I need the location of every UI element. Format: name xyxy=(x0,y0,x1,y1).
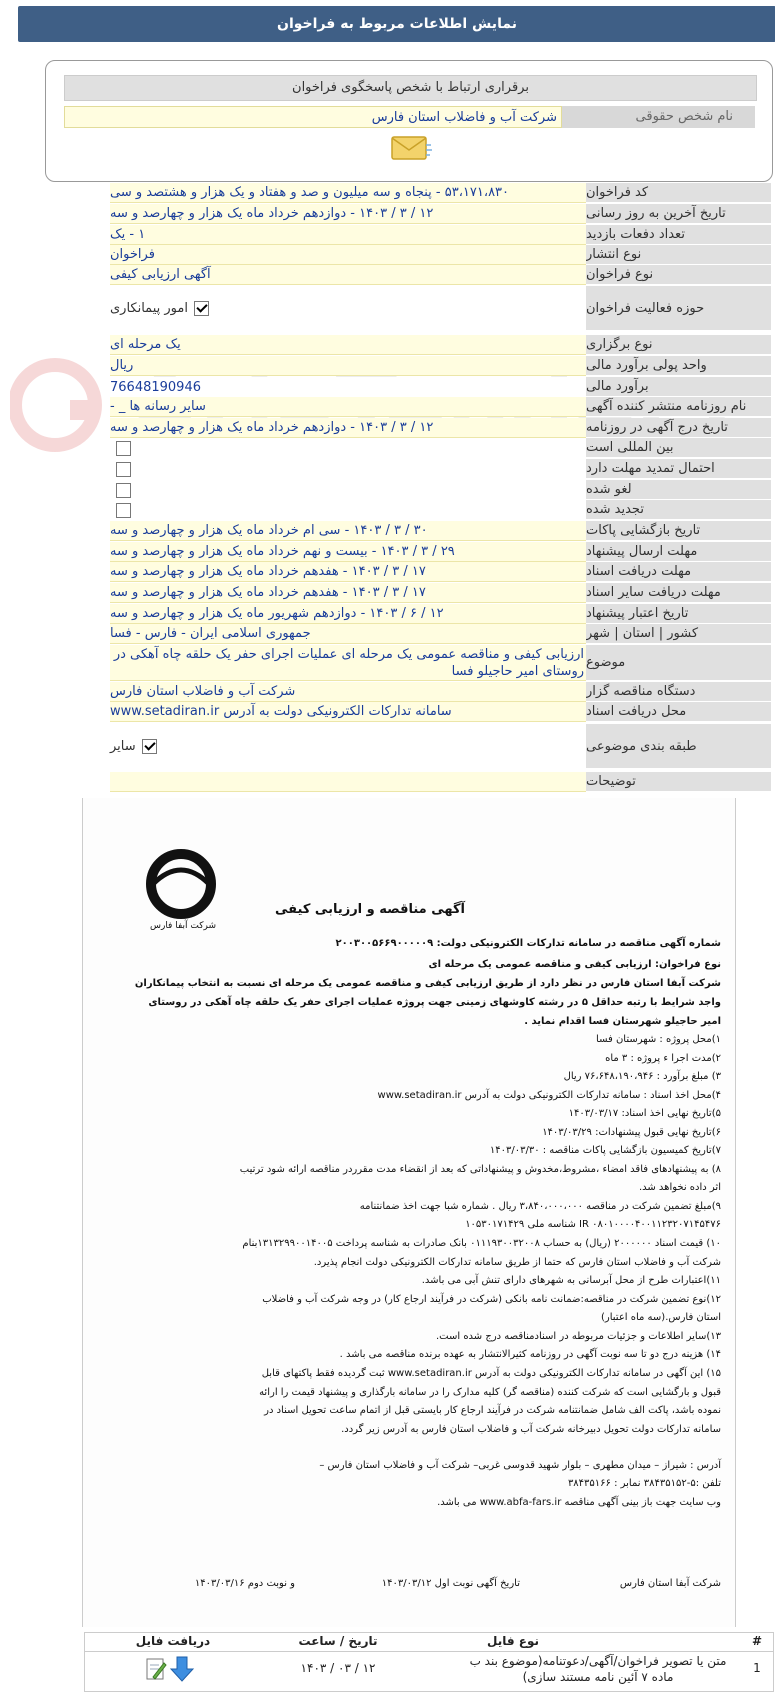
envelope-icon[interactable] xyxy=(388,133,432,165)
extension-checkbox[interactable] xyxy=(116,462,131,477)
value-international xyxy=(110,438,586,458)
cancelled-checkbox[interactable] xyxy=(116,483,131,498)
value-docs-deadline: ۱۷ / ۳ / ۱۴۰۳ - هفدهم خرداد ماه یک هزار و چهارصد و سه xyxy=(110,562,586,582)
row-subject xyxy=(110,645,771,681)
doc-line: شماره آگهی مناقصه در سامانه تدارکات الکترونیکی دولت: ۲۰۰۳۰۰۵۶۶۹۰۰۰۰۰۹ xyxy=(335,938,721,949)
label-opening-date: تاریخ بازگشایی پاکات xyxy=(586,521,771,541)
abfa-logo-icon xyxy=(133,836,233,932)
value-category xyxy=(110,724,586,769)
row-estimate xyxy=(110,377,771,397)
file-type: متن یا تصویر فراخوان/آگهی/دعوتنامه(موضوع بند ب ماده ۷ آئین نامه مستند سازی) xyxy=(469,1654,727,1684)
files-header-num: # xyxy=(751,1634,763,1648)
doc-line: ۳) مبلغ برآورد : ۷۶،۶۴۸،۱۹۰،۹۴۶ ریال xyxy=(563,1071,721,1082)
row-newspaper-date xyxy=(110,418,771,438)
announcement-image xyxy=(82,798,736,1627)
person-label xyxy=(562,106,755,128)
label-international: بین المللی است xyxy=(586,438,771,458)
doc-line: شرکت آب و فاضلاب استان فارس که حتما از طریق سامانه تدارکات الکترونیکی دولت انجام پذیرد. xyxy=(313,1257,721,1268)
row-extension xyxy=(110,459,771,479)
label-docs-place: محل دریافت اسناد xyxy=(586,702,771,722)
row-visits xyxy=(110,225,771,245)
doc-line: ۵)تاریخ نهایی اخذ اسناد: ۱۴۰۳/۰۳/۱۷ xyxy=(568,1108,721,1119)
contact-header[interactable]: برقراری ارتباط با شخص پاسخگوی فراخوان xyxy=(64,75,757,101)
value-newspaper: سایر رسانه ها _ - xyxy=(110,397,586,417)
doc-line: ۸) به پیشنهادهای فاقد امضاء ،مشروط،مخدوش و پیشنهاداتی که بعد از انقضاء مدت مقرردر مناقصه ارائه شود ترتیب xyxy=(239,1164,721,1175)
doc-line: IR ۰۸۰۱۰۰۰۰۴۰۰۱۱۲۳۲۰۷۱۴۵۴۷۶ شناسه ملی ۱۰۵۳۰۱۷۱۴۲۹ xyxy=(465,1219,721,1230)
row-category xyxy=(110,724,771,769)
doc-line: امیر حاجیلو شهرستان فسا اقدام نماید . xyxy=(524,1016,721,1027)
label-location: کشور | استان | شهر xyxy=(586,624,771,644)
row-holding-type xyxy=(110,335,771,355)
row-publish-type xyxy=(110,245,771,265)
row-cancelled xyxy=(110,480,771,500)
doc-footer-date1: تاریخ آگهی نوبت اول ۱۴۰۳/۰۳/۱۲ xyxy=(381,1578,520,1589)
label-organizer: دستگاه مناقصه گزار xyxy=(586,682,771,702)
doc-line: نموده باشد، پاکت الف شامل ضمانتنامه شرکت در فرآیند ارجاع کار بایستی قبل از اتمام ساعت تحویل اسناد در xyxy=(264,1405,721,1416)
row-currency xyxy=(110,356,771,376)
label-currency: واحد پولی برآورد مالی xyxy=(586,356,771,376)
value-activity xyxy=(110,286,586,331)
row-code xyxy=(110,183,771,203)
doc-line: ۱)محل پروژه : شهرستان فسا xyxy=(596,1034,721,1045)
renewed-checkbox[interactable] xyxy=(116,503,131,518)
row-submit-deadline xyxy=(110,542,771,562)
file-date: ۱۲ / ۰۳ / ۱۴۰۳ xyxy=(300,1661,376,1675)
value-newspaper-date: ۱۲ / ۳ / ۱۴۰۳ - دوازدهم خرداد ماه یک هزار و چهارصد و سه xyxy=(110,418,586,438)
doc-line: نوع فراخوان: ارزیابی کیفی و مناقصه عمومی یک مرحله ای xyxy=(428,959,721,970)
activity-checkbox[interactable] xyxy=(194,301,209,316)
value-other-docs-deadline: ۱۷ / ۳ / ۱۴۰۳ - هفدهم خرداد ماه یک هزار و چهارصد و سه xyxy=(110,583,586,603)
value-description xyxy=(110,772,586,792)
label-other-docs-deadline: مهلت دریافت سایر اسناد xyxy=(586,583,771,603)
doc-line: ۱۳)سایر اطلاعات و جزئیات مربوطه در اسنادمناقصه درج شده است. xyxy=(435,1331,721,1342)
person-value: شرکت آب و فاضلاب استان فارس xyxy=(64,106,562,128)
value-docs-place: سامانه تدارکات الکترونیکی دولت به آدرس www.setadiran.ir xyxy=(110,702,586,722)
doc-line: ۲)مدت اجرا ء پروژه : ۳ ماه xyxy=(605,1053,721,1064)
doc-line: قبول و بارگشایی است که شرکت کننده (مناقصه گر) کلیه مدارک را در سامانه بارگذاری و پیشنهاد قیمت را ارائه xyxy=(259,1387,721,1398)
row-location xyxy=(110,624,771,644)
files-header-date: تاریخ / ساعت xyxy=(298,1634,378,1648)
label-description: توضیحات xyxy=(586,772,771,792)
doc-line: ۱۱)اعتبارات طرح از محل آبرسانی به شهرهای دارای تنش آبی می باشد. xyxy=(421,1275,721,1286)
doc-line: ۱۵) این آگهی در سامانه تدارکات الکترونیکی دولت به آدرس www.setadiran.ir ثبت گردیده فقط پاکتهای قابل xyxy=(261,1368,721,1379)
row-description xyxy=(110,772,771,792)
doc-line: سامانه تدارکات دولت تحویل دبیرخانه شرکت آب و فاضلاب استان فارس به آدرس زیر گردد. xyxy=(341,1424,721,1435)
value-update-date: ۱۲ / ۳ / ۱۴۰۳ - دوازدهم خرداد ماه یک هزار و چهارصد و سه xyxy=(110,204,586,224)
value-subject: ارزیابی کیفی و مناقصه عمومی یک مرحله ای عملیات اجرای حفر یک حلقه چاه آهکی در روستای امیر حاجیلو فسا xyxy=(110,645,586,681)
label-holding-type: نوع برگزاری xyxy=(586,335,771,355)
row-validity xyxy=(110,604,771,624)
label-publish-type: نوع انتشار xyxy=(586,245,771,265)
value-visits: ۱ - یک xyxy=(110,225,586,245)
label-call-type: نوع فراخوان xyxy=(586,265,771,285)
file-num: 1 xyxy=(753,1661,761,1675)
doc-line: ۱۲)نوع تضمین شرکت در مناقصه:ضمانت نامه بانکی (شرکت در فرآیند ارجاع کار) در وجه شرکت آب و فاضلاب xyxy=(262,1294,721,1305)
doc-footer-company: شرکت آبفا استان فارس xyxy=(619,1578,721,1589)
activity-text: امور پیمانکاری xyxy=(110,301,188,316)
doc-line: آدرس : شیراز – میدان مطهری – بلوار شهید قدوسی غربی– شرکت آب و فاضلاب استان فارس – xyxy=(319,1460,721,1471)
label-category: طبقه بندی موضوعی xyxy=(586,724,771,769)
value-cancelled xyxy=(110,480,586,500)
international-checkbox[interactable] xyxy=(116,441,131,456)
row-activity xyxy=(110,286,771,331)
category-checkbox[interactable] xyxy=(142,739,157,754)
doc-title: آگهی مناقصه و ارزیابی کیفی xyxy=(275,902,465,917)
row-international xyxy=(110,438,771,458)
label-validity: تاریخ اعتبار پیشنهاد xyxy=(586,604,771,624)
doc-line: ۴)محل اخذ اسناد : سامانه تدارکات الکترونیکی دولت به آدرس www.setadiran.ir xyxy=(377,1090,721,1101)
row-update-date xyxy=(110,204,771,224)
row-newspaper xyxy=(110,397,771,417)
edit-document-icon[interactable] xyxy=(145,1657,167,1681)
doc-line: ۱۴) هزینه درج دو تا سه نوبت آگهی در روزنامه کثیرالانتشار به عهده برنده مناقصه می باشد . xyxy=(339,1349,721,1360)
label-renewed: تجدید شده xyxy=(586,500,771,520)
files-table xyxy=(84,1632,774,1692)
value-organizer: شرکت آب و فاضلاب استان فارس xyxy=(110,682,586,702)
doc-line: ۹)مبلغ تضمین شرکت در مناقصه ۳،۸۴۰،۰۰۰،۰۰۰ ریال . شماره شبا جهت اخذ ضمانتنامه xyxy=(359,1201,721,1212)
contact-box xyxy=(45,60,773,182)
doc-footer-date2: و نوبت دوم ۱۴۰۳/۰۳/۱۶ xyxy=(194,1578,295,1589)
logo-text: شرکت آبفا فارس xyxy=(149,921,217,931)
label-visits: تعداد دفعات بازدید xyxy=(586,225,771,245)
value-call-type: آگهی ارزیابی کیفی xyxy=(110,265,586,285)
doc-line: ۶)تاریخ نهایی قبول پیشنهادات: ۱۴۰۳/۰۳/۲۹ xyxy=(542,1127,721,1138)
row-other-docs-deadline xyxy=(110,583,771,603)
person-label-text: نام شخص حقوقی xyxy=(635,109,733,124)
doc-line: اثر داده نخواهد شد. xyxy=(638,1182,721,1193)
page-title: نمایش اطلاعات مربوط به فراخوان xyxy=(277,16,517,32)
label-submit-deadline: مهلت ارسال پیشنهاد xyxy=(586,542,771,562)
label-code: کد فراخوان xyxy=(586,183,771,203)
doc-line: استان فارس.(سه ماه اعتبار) xyxy=(601,1312,721,1323)
label-activity: حوزه فعالیت فراخوان xyxy=(586,286,771,331)
value-holding-type: یک مرحله ای xyxy=(110,335,586,355)
label-estimate: برآورد مالی xyxy=(586,377,771,397)
doc-line: شرکت آبفا استان فارس در نظر دارد از طریق ارزیابی کیفی و مناقصه عمومی یک مرحله ای نسبت به انتخاب پیمانکاران xyxy=(134,978,721,989)
label-newspaper-date: تاریخ درج آگهی در روزنامه xyxy=(586,418,771,438)
download-arrow-icon[interactable] xyxy=(169,1655,195,1683)
row-docs-deadline xyxy=(110,562,771,582)
value-extension xyxy=(110,459,586,479)
value-opening-date: ۳۰ / ۳ / ۱۴۰۳ - سی ام خرداد ماه یک هزار و چهارصد و سه xyxy=(110,521,586,541)
value-currency: ریال xyxy=(110,356,586,376)
doc-line: واجد شرایط با رتبه حداقل ۵ در رشته کاوشهای زمینی جهت پروژه عملیات اجرای حفر یک حلقه چاه آهکی در روستای xyxy=(148,997,721,1008)
label-docs-deadline: مهلت دریافت اسناد xyxy=(586,562,771,582)
value-publish-type: فراخوان xyxy=(110,245,586,265)
row-docs-place xyxy=(110,702,771,722)
category-text: سایر xyxy=(110,739,136,754)
value-estimate: 76648190946 xyxy=(110,377,586,397)
row-renewed xyxy=(110,500,771,520)
files-header-type: نوع فایل xyxy=(487,1634,539,1648)
value-code: ۵۳،۱۷۱،۸۳۰ - پنجاه و سه میلیون و صد و هفتاد و یک هزار و هشتصد و سی xyxy=(110,183,586,203)
doc-line: تلفن :۵-۳۸۴۳۵۱۵۲ نمابر : ۳۸۴۳۵۱۶۶ xyxy=(567,1478,721,1489)
row-opening-date xyxy=(110,521,771,541)
doc-line: ۱۰) قیمت اسناد ۲۰۰۰۰۰۰ (ریال) به حساب ۰۱۱۱۹۳۰۰۳۲۰۰۸ بانک صادرات به شناسه پرداخت ۱۳۱۳۲۹۹۰۰۱۴۰۰۵بنام xyxy=(242,1238,721,1249)
value-renewed xyxy=(110,500,586,520)
page-header xyxy=(18,6,775,42)
doc-line: ۷)تاریخ کمیسیون بازگشایی پاکات مناقصه : ۱۴۰۳/۰۳/۳۰ xyxy=(489,1145,721,1156)
label-newspaper: نام روزنامه منتشر کننده آگهی xyxy=(586,397,771,417)
label-cancelled: لغو شده xyxy=(586,480,771,500)
value-submit-deadline: ۲۹ / ۳ / ۱۴۰۳ - بیست و نهم خرداد ماه یک هزار و چهارصد و سه xyxy=(110,542,586,562)
label-extension: احتمال تمدید مهلت دارد xyxy=(586,459,771,479)
files-header-download: دریافت فایل xyxy=(135,1634,211,1648)
value-validity: ۱۲ / ۶ / ۱۴۰۳ - دوازدهم شهریور ماه یک هزار و چهارصد و سه xyxy=(110,604,586,624)
label-subject: موضوع xyxy=(586,645,771,681)
row-organizer xyxy=(110,682,771,702)
value-location: جمهوری اسلامی ایران - فارس - فسا xyxy=(110,624,586,644)
row-call-type xyxy=(110,265,771,285)
doc-line: وب سایت جهت باز بینی آگهی مناقصه www.abfa-fars.ir می باشد. xyxy=(437,1497,721,1508)
label-update-date: تاریخ آخرین به روز رسانی xyxy=(586,204,771,224)
